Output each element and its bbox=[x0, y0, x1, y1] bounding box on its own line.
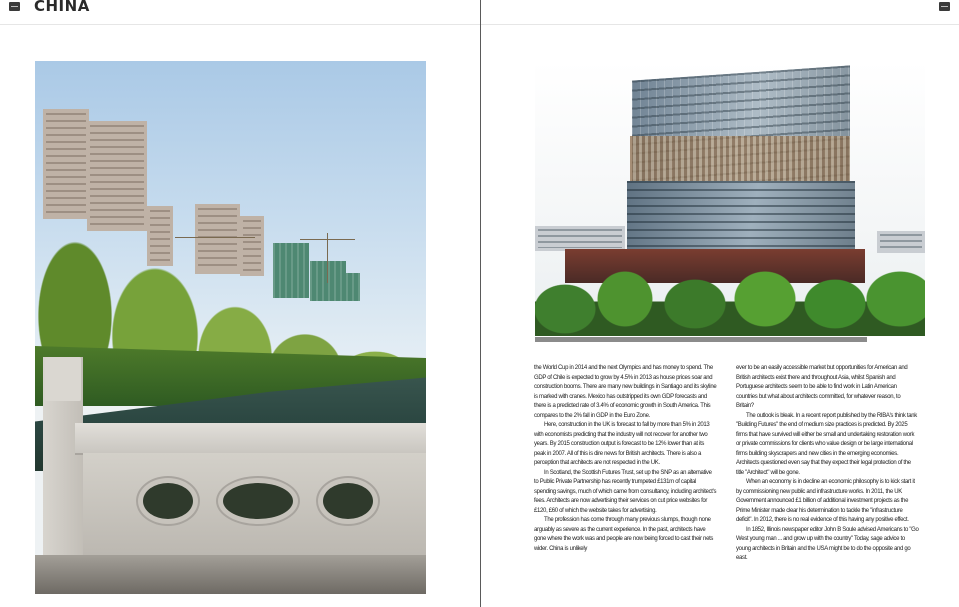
panel-opening bbox=[143, 483, 193, 519]
panel-opening bbox=[323, 483, 373, 519]
article-paragraph: In Scotland, the Scottish Futures Trust, set up the SNP as an alternative to Public Private Partnership has recently trumpeted £131m of capital spending savings, much of which came from consultancy, including architect's fees. Architects are now advertising their services on cut price websites for £120, £60 of which the website takes for advertising. bbox=[534, 469, 717, 514]
tower-building bbox=[147, 206, 173, 266]
caption-bar bbox=[535, 337, 867, 342]
tower-building bbox=[195, 204, 240, 274]
section-marker-icon bbox=[9, 2, 20, 11]
article-column-1 bbox=[534, 364, 717, 554]
crane bbox=[327, 233, 328, 283]
article-paragraph: the World Cup in 2014 and the next Olympics and has money to spend. The GDP of Chile is expected to grow by 4.5% in 2013 as house prices soar and construction booms. There are many new buildings in Santiago and its skyline is marked with cranes. Mexico has outstripped its own GDP forecasts and there is a predicted rate of 3.4% of economic growth in South America. This compares to the 2% fall in GDP in the Euro Zone. bbox=[534, 365, 717, 419]
glass-building bbox=[346, 273, 360, 301]
article-column-2 bbox=[736, 364, 919, 564]
glass-tower-lower bbox=[627, 181, 855, 251]
canal-photo bbox=[35, 61, 426, 594]
glass-building bbox=[273, 243, 309, 298]
article-paragraph: Here, construction in the UK is forecast to fall by more than 5% in 2013 with economists predicting that the industry will not recover for another two years. By 2015 construction output is forecast to be 12% lower than at its peak in 2007. All of this is dire news for British architects. There is also a perception that architects are not respected in the UK. bbox=[534, 422, 710, 466]
article-paragraph: In 1852, Illinois newspaper editor John B Soule advised Americans to "Go West young man ... and grow up with the country" Today, sage advice to young architects in Britain and the USA might be to do the opposite and go east. bbox=[736, 526, 919, 561]
pavement bbox=[35, 555, 426, 594]
header-rule bbox=[0, 24, 480, 25]
tree-line bbox=[535, 259, 925, 336]
section-marker-icon bbox=[939, 2, 950, 11]
article-paragraph: The profession has come through many previous slumps, though none arguably as severe as the current experience. In the past, architects have gone where the work was and people are now being forced to cast their nets wider. China is unlikely bbox=[534, 517, 714, 552]
article-paragraph: ever to be an easily accessible market but opportunities for American and British architects exist there and throughout Asia, whilst Spanish and Portuguese architects seem to be able to find work in Latin American countries but what about architects committed, for whatever reason, to Britain? bbox=[736, 365, 908, 409]
glass-building bbox=[310, 261, 346, 301]
low-building bbox=[877, 231, 925, 253]
right-page bbox=[481, 0, 959, 607]
section-title: CHINA bbox=[34, 0, 90, 15]
tower-building bbox=[240, 216, 264, 276]
crane bbox=[300, 239, 355, 240]
scaffolding bbox=[630, 136, 850, 181]
article-paragraph: The outlook is bleak. In a recent report published by the RIBA's think tank "Building Futures" the end of medium size practices is predicted. By 2025 firms that have survived will either be small and undertaking restoration work or private commissions for clients who value design or be large international firms building skyscrapers and new cities in the emerging economies. Architects questioned even say that they expect their legal protection of the title "Architect" will be gone. bbox=[736, 412, 917, 476]
balustrade-post-cap bbox=[45, 357, 81, 401]
balustrade-panel bbox=[83, 453, 426, 555]
header-rule bbox=[481, 24, 959, 25]
tower-building bbox=[87, 121, 147, 231]
low-building bbox=[535, 226, 625, 251]
crane bbox=[175, 237, 255, 238]
article-paragraph: When an economy is in decline an economic philosophy is to kick start it by commissioning new public and infrastructure works. In 2011, the UK Government announced £1 billion of additional investment projects as the Prime Minister made clear his determination to tackle the "infrastructure deficit". In 2012, there is no real evidence of this having any positive effect. bbox=[736, 479, 915, 523]
balustrade-rail bbox=[75, 423, 426, 453]
building-photo bbox=[535, 61, 925, 336]
panel-opening bbox=[223, 483, 293, 519]
